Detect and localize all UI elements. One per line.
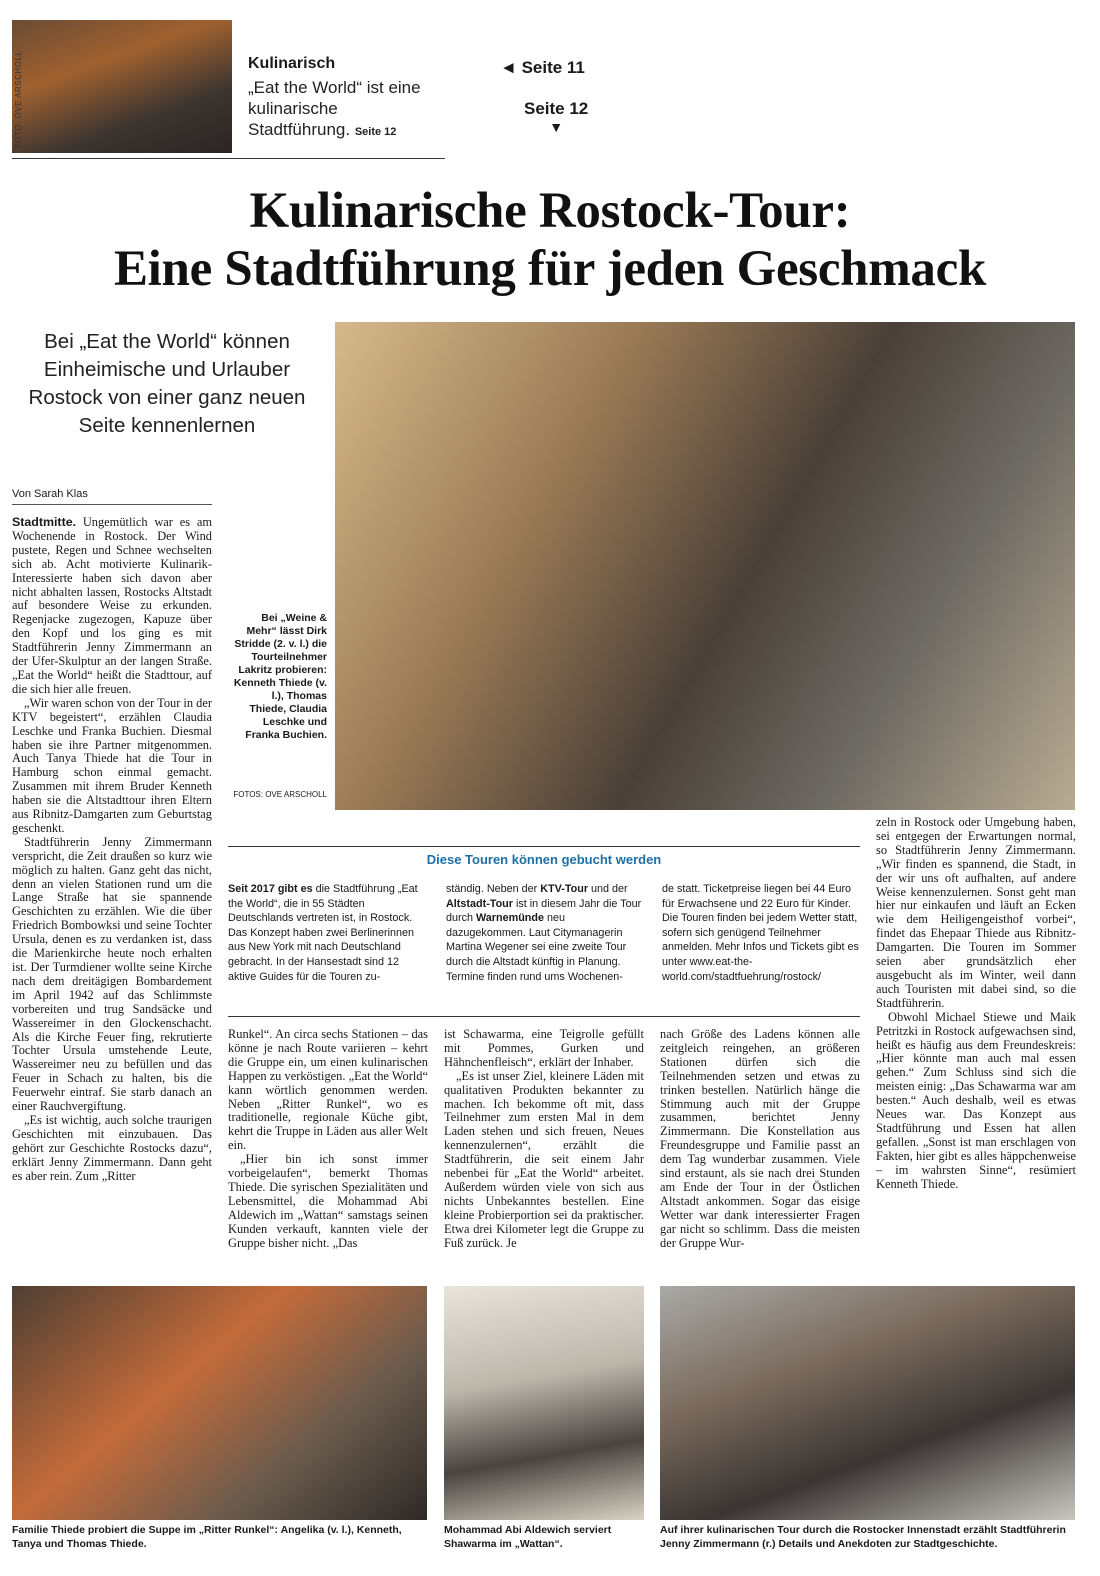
headline: [0, 182, 1100, 298]
infobox-bottom-rule: [228, 1016, 860, 1017]
infobox-title: Diese Touren können gebucht werden: [426, 852, 662, 867]
main-photo-caption: Bei „Weine & Mehr“ lässt Dirk Stridde (2. v. l.) die Tourteilnehmer Lakritz probieren: Kenneth Thiede (v. l.), Thomas Thiede, Claudia Leschke und Franka Buchien.: [233, 612, 327, 741]
teaser-photo-credit: FOTO: OVE ARSCHOLL: [14, 50, 23, 148]
dateline: Stadtmitte.: [12, 515, 77, 529]
paragraph: „Es ist unser Ziel, kleinere Läden mit qualitativen Produkten bekannter zu machen. Ich bekomme oft mit, dass Teilnehmer zum ersten Mal in dem Laden stehen und sich freuen, Neues kennenzulernen“, erzählt die Stadtführerin, die seit einem Jahr nebenbei für „Eat the World“ arbeitet. Außerdem würden viele von sich aus nichts Unbekanntes bestellen. Eine kleine Probierportion sei da praktischer. Etwa drei Kilometer legt die Gruppe zu Fuß zurück. Je: [444, 1068, 644, 1250]
teaser-text[interactable]: [248, 77, 438, 143]
photo-caption: Mohammad Abi Aldewich serviert Shawarma im „Wattan“.: [444, 1524, 612, 1550]
paragraph: Stadtführerin Jenny Zimmermann verspricht, die Zeit draußen so kurz wie möglich zu halten. Ganz geht das nicht, denn an vielen Stationen rund um die Lange Straße hat sie spannende Geschichten zu erzählen. Wie die über Friedrich Bombowksi und seine Tochter Ursula, denen es zu verdanken ist, dass die Marienkirche heute noch erhalten ist. Der Turmdiener wollte seine Kirche nach dem dreitägigen Bombardement im April 1942 auf das Schlimmste vorbereiten und trug Sandsäcke und Wassereimer in den Glockenschacht. Als die Kirche Feuer fing, rekrutierte Tochter Ursula umstehende Leute, Wassereimer neu zu befüllen und das Feuer in Schach zu halten, bis die Feuerwehr eintraf. Sie starb danach an einer Rauchvergiftung.: [12, 834, 212, 1114]
infobox-column-2: ständig. Neben der KTV-Tour und der Altstadt-Tour ist in diesem Jahr die Tour durch Warnemünde neu dazugekommen. Laut Citymanagerin Martina Wegener sei eine zweite Tour durch die Altstadt künftig in Planung. Termine finden rund ums Wochenen-: [446, 883, 642, 983]
teaser-page-ref[interactable]: Seite 12: [354, 126, 397, 138]
article-column-2: [228, 1028, 428, 1251]
teaser-divider: [12, 158, 445, 159]
main-photo: [335, 322, 1075, 810]
paragraph: „Hier bin ich sonst immer vorbeigelaufen“, bemerkt Thomas Thiede. Die syrischen Spezialitäten und Lebensmittel, die Mohammad Abi Aldewich im „Wattan“ samstags seinen Kunden verkauft, kannten viele der Gruppe bisher nicht. „Das: [228, 1152, 428, 1250]
paragraph: zeln in Rostock oder Umgebung haben, sei entgegen der Erwartungen normal, so Stadtführerin Jenny Zimmermann. „Wir finden es spannend, die Stadt, in der wir uns oft aufhalten, auf andere Weise kennenzulernen. Sonst geht man hier nur einkaufen und läuft an Ecken wie dem Heiligengeisthof vorbei“, findet das Ehepaar Thiede aus Ribnitz-Damgarten. Die Touren im Sommer seien aber grundsätzlich eher ausgebucht als im Winter, weil dann auch Touristen mit dabei sind, so die Stadtführerin.: [876, 815, 1076, 1010]
paragraph: Stadtmitte. Ungemütlich war es am Wochenende in Rostock. Der Wind pustete, Regen und Schnee wechselten sich ab. Acht motivierte Kulinarik-Interessierte haben sich davon aber nicht abhalten lassen, Rostocks Altstadt auf besondere Weise zu erkunden. Regenjacke zugezogen, Kapuze über den Kopf und los ging es mit Stadtführerin Jenny Zimmermann an der Ufer-Skulptur an der langen Straße. „Eat the World“ heißt die Stadttour, auf die sich hier alle freuen.: [12, 515, 212, 696]
infobox-column-1: Seit 2017 gibt es die Stadtführung „Eat the World“, die in 55 Städten Deutschlands vertreten ist, in Rostock. Das Konzept haben zwei Berlinerinnen aus New York mit nach Deutschland gebracht. In der Hansestadt sind 12 aktive Guides für die Touren zu-: [228, 883, 418, 983]
paragraph: „Es ist wichtig, auch solche traurigen Geschichten mit einzubauen. Das gehört zur Geschichte Rostocks dazu“, erklärt Jenny Zimmermann. Dann geht es aber rein. Zum „Ritter: [12, 1112, 212, 1183]
paragraph: „Wir waren schon von der Tour in der KTV begeistert“, erzählen Claudia Leschke und Franka Buchien. Diesmal haben sie ihre Partner mitgenommen. Auch Tanya Thiede hat die Tour in Hamburg schon einmal gemacht. Zusammen mit ihrem Bruder Kenneth haben sie die Altstadttour ihren Eltern aus Ribnitz-Damgarten zum Geburtstag geschenkt.: [12, 695, 212, 835]
page-link-prev[interactable]: [500, 58, 585, 78]
page-link-next-label: Seite 12: [524, 99, 589, 118]
photo-ritter-runkel: [12, 1286, 427, 1520]
article-column-5: [876, 816, 1076, 1191]
photo-caption: Familie Thiede probiert die Suppe im „Ritter Runkel“: Angelika (v. l.), Kenneth, Tanya und Thomas Thiede.: [12, 1524, 402, 1550]
infobox-lead: Seit 2017 gibt es: [228, 883, 313, 895]
headline-line-2: Eine Stadtführung für jeden Geschmack: [113, 241, 987, 297]
paragraph: ist Schawarma, eine Teigrolle gefüllt mit Pommes, Gurken und Hähnchenfleisch“, erklärt der Inhaber.: [444, 1027, 644, 1069]
photo-city-tour: [660, 1286, 1075, 1520]
teaser-body: „Eat the World“ ist eine kulinarische Stadtführung.: [248, 78, 421, 139]
subheadline: Bei „Eat the World“ können Einheimische und Urlauber Rostock von einer ganz neuen Seite kennenlernen: [28, 330, 306, 437]
page-link-next[interactable]: [524, 99, 588, 135]
arrow-left-icon: ◄: [500, 58, 517, 77]
article-column-4: [660, 1028, 860, 1251]
headline-line-1: Kulinarische Rostock-Tour:: [249, 183, 851, 239]
photo-wattan: [444, 1286, 644, 1520]
infobox-text-with-link[interactable]: de statt. Ticketpreise liegen bei 44 Euro für Erwachsene und 22 Euro für Kinder. Die Touren finden bei jedem Wetter statt, sofern sich genügend Teilnehmer anmelden. Mehr Infos und Tickets gibt es unter www.eat-the-world.com/stadtfuehrung/rostock/: [662, 883, 859, 983]
teaser-kicker: Kulinarisch: [248, 55, 336, 72]
byline-divider: [12, 504, 212, 505]
arrow-down-icon: ▼: [549, 119, 564, 135]
article-column-3: [444, 1028, 644, 1251]
page-link-prev-label: Seite 11: [521, 58, 585, 77]
paragraph: Runkel“. An circa sechs Stationen – das könne je nach Route variieren – kehrt die Gruppe ein, um einen kulinarischen Happen zu verköstigen. „Eat the World“ kann wörtlich genommen werden. Neben „Ritter Runkel“, wo es traditionelle, regionale Küche gibt, kehrt die Truppe in Läden aus aller Welt ein.: [228, 1027, 428, 1153]
photo-caption: Auf ihrer kulinarischen Tour durch die Rostocker Innenstadt erzählt Stadtführerin Jenny Zimmermann (r.) Details und Anekdoten zur Stadtgeschichte.: [660, 1524, 1066, 1550]
byline: Von Sarah Klas: [12, 488, 88, 500]
teaser-photo: [12, 20, 232, 153]
paragraph: Obwohl Michael Stiewe und Maik Petritzki in Rostock aufgewachsen sind, heißt es häufig aus dem Freundeskreis: „Hier könnte man auch mal essen gehen.“ Zum Schluss sind sich die meisten einig: „Das Schawarma war am besten.“ Auch deshalb, weil es etwas Neues war. Das Konzept aus Stadtführung und Essen hat allen gefallen. „Sonst ist man erschlagen von Fakten, hier gibt es alles häppchenweise – im wahrsten Sinne“, resümiert Kenneth Thiede.: [876, 1009, 1076, 1191]
paragraph: nach Größe des Ladens können alle zeitgleich reingehen, an größeren Stationen dürfen sich die Teilnehmenden setzen und etwas zu trinken bestellen. Natürlich hänge die Stimmung auch mit der Gruppe zusammen, berichtet Jenny Zimmermann. Die Konstellation aus Freundesgruppe und Familie passt an dem Tag wunderbar zusammen. Viele sind erstaunt, als sie nach drei Stunden am Ende der Tour in der Östlichen Altstadt ankommen. Sogar das eisige Wetter war dank interessierter Fragen gar nicht so schlimm. Dass die meisten der Gruppe Wur-: [660, 1027, 860, 1250]
main-photo-credit: FOTOS: OVE ARSCHOLL: [233, 790, 327, 799]
infobox-top-rule: [228, 846, 860, 847]
infobox-column-3[interactable]: [662, 882, 860, 984]
